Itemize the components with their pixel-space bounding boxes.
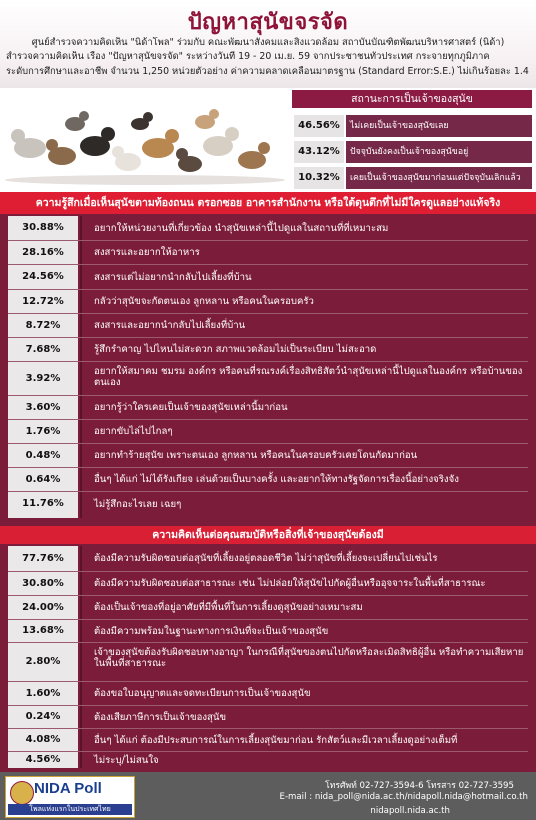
feeling-row — [0, 420, 536, 443]
qualification-label: ต้องมีความรับผิดชอบต่อสาธารณะ เช่น ไม่ปล่อยให้สุนัขไปกัดผู้อื่นหรืออุจจาระในพื้นที่สาธารณะ — [94, 578, 486, 589]
qualification-label: ต้องขอใบอนุญาตและจดทะเบียนการเป็นเจ้าของสุนัข — [94, 688, 311, 699]
qualification-label: อื่นๆ ได้แก่ ต้องมีประสบการณ์ในการเลี้ยงสุนัขมาก่อน รักสัตว์และมีเวลาเลี้ยงดูอย่างเต็มที่ — [94, 734, 458, 746]
qualification-pct: 13.68% — [22, 625, 64, 636]
feeling-label: รู้สึกรำคาญ ไปไหนไม่สะดวก สภาพแวดล้อมไม่เป็นระเบียบ ไม่สะอาด — [94, 344, 377, 355]
feeling-row — [0, 468, 536, 491]
nida-poll-logo — [5, 776, 135, 818]
footer — [0, 772, 536, 820]
header — [0, 0, 536, 88]
qualification-row — [0, 752, 536, 768]
owner-status-label: เคยเป็นเจ้าของสุนัขมาก่อนแต่ปัจจุบันเลิกแล้ว — [346, 167, 532, 189]
qualifications-section — [0, 522, 536, 772]
qualification-pct: 4.08% — [25, 734, 61, 745]
owner-status-row — [294, 167, 532, 191]
feeling-row — [0, 241, 536, 264]
feeling-row — [0, 362, 536, 395]
qualification-pct: 30.80% — [22, 578, 64, 589]
owner-status-pct: 10.32% — [294, 167, 344, 189]
owner-status-pct: 46.56% — [294, 115, 344, 137]
qualification-row — [0, 643, 536, 681]
contact-email[interactable]: E-mail : nida_poll@nida.ac.th/nidapoll.nida@hotmail.co.th — [279, 792, 528, 802]
feelings-title: ความรู้สึกเมื่อเห็นสุนัขตามท้องถนน ตรอกซอย อาคารสำนักงาน หรือใต้ดุนตึกที่ไม่มีใครดูแลอย่างแท้จริง — [0, 192, 536, 214]
qualification-label: ต้องมีความรับผิดชอบต่อสุนัขที่เลี้ยงอยู่ตลอดชีวิต ไม่ว่าสุนัขที่เลี้ยงจะเปลี่ยนไปเช่นไร — [94, 553, 438, 564]
contact-phone: โทรศัพท์ 02-727-3594-6 โทรสาร 02-727-3595 — [325, 781, 514, 791]
feeling-label: อยากขับไล่ไปไกลๆ — [94, 426, 173, 437]
feeling-pct: 30.88% — [22, 222, 64, 233]
qualification-pct: 2.80% — [25, 656, 61, 667]
owner-status-row — [294, 141, 532, 165]
feeling-row — [0, 444, 536, 467]
owner-status-pct: 43.12% — [294, 141, 344, 163]
qualification-row — [0, 706, 536, 728]
feeling-label: สงสารแต่ไม่อยากนำกลับไปเลี้ยงที่บ้าน — [94, 271, 252, 283]
qualification-pct: 77.76% — [22, 553, 64, 564]
owner-status-panel — [290, 88, 536, 192]
qualification-row — [0, 572, 536, 595]
feeling-row — [0, 492, 536, 516]
feeling-label: อยากรู้ว่าใครเคยเป็นเจ้าของสุนัขเหล่านี้มาก่อน — [94, 402, 288, 413]
qualification-row — [0, 620, 536, 642]
feelings-section — [0, 192, 536, 522]
feeling-pct: 28.16% — [22, 247, 64, 258]
qualification-row — [0, 682, 536, 705]
feeling-pct: 1.76% — [25, 426, 61, 437]
qualification-row — [0, 546, 536, 571]
qualification-pct: 1.60% — [25, 688, 61, 699]
feeling-pct: 11.76% — [22, 498, 64, 509]
feeling-pct: 8.72% — [25, 320, 61, 331]
feeling-row — [0, 314, 536, 337]
feeling-pct: 12.72% — [22, 296, 64, 307]
feeling-pct: 7.68% — [25, 344, 61, 355]
owner-status-title: สถานะการเป็นเจ้าของสุนัข — [292, 90, 532, 108]
feeling-label: อยากให้หน่วยงานที่เกี่ยวข้อง นำสุนัขเหล่านี้ไปดูแลในสถานที่ที่เหมาะสม — [94, 222, 389, 234]
qualification-label: ต้องมีความพร้อมในฐานะทางการเงินที่จะเป็นเจ้าของสุนัข — [94, 625, 329, 637]
survey-info-line-3: ระดับการศึกษาและอาชีพ จำนวน 1,250 หน่วยตัวอย่าง ค่าความคลาดเคลื่อนมาตรฐาน (Standard Error:S.E.) ไม่เกินร้อยละ 1.4 — [6, 66, 529, 77]
feeling-label: ไม่รู้สึกอะไรเลย เฉยๆ — [94, 498, 182, 510]
logo-slogan: โพลแห่งแรกในประเทศไทย — [8, 804, 132, 815]
page-title: ปัญหาสุนัขจรจัด — [187, 10, 349, 35]
feeling-label: อยากทำร้ายสุนัข เพราะตนเอง ลูกหลาน หรือคนในครอบครัวเคยโดนกัดมาก่อน — [94, 450, 418, 461]
dogs-illustration — [0, 88, 290, 192]
survey-info-line-2: สำรวจความคิดเห็น เรื่อง "ปัญหาสุนัขจรจัด" ระหว่างวันที่ 19 - 20 เม.ย. 59 จากประชาชนทั่วประเทศ กระจายทุกภูมิภาค — [6, 51, 490, 62]
owner-status-row — [294, 115, 532, 139]
feeling-row — [0, 265, 536, 289]
feeling-row — [0, 396, 536, 419]
feeling-row — [0, 216, 536, 240]
logo-text: NIDA Poll — [34, 780, 102, 797]
feeling-row — [0, 290, 536, 313]
feeling-row — [0, 338, 536, 361]
qualification-pct: 0.24% — [25, 711, 61, 722]
feeling-pct: 0.64% — [25, 474, 61, 485]
qualification-label: ไม่ระบุ/ไม่สนใจ — [94, 754, 159, 766]
qualification-row — [0, 729, 536, 751]
feeling-pct: 3.92% — [25, 373, 61, 384]
feeling-label: อื่นๆ ได้แก่ ไม่ได้รังเกียจ เล่นด้วยเป็นบางครั้ง และอยากให้ทางรัฐจัดการเรื่องนี้อย่างจริงจัง — [94, 474, 459, 485]
qualification-pct: 24.00% — [22, 602, 64, 613]
nida-emblem-icon — [10, 781, 34, 805]
feeling-label: สงสารและอยากให้อาหาร — [94, 247, 200, 258]
qualification-label: ต้องเสียภาษีการเป็นเจ้าของสุนัข — [94, 711, 227, 723]
feeling-pct: 24.56% — [22, 271, 64, 282]
qualifications-title: ความคิดเห็นต่อคุณสมบัติหรือสิ่งที่เจ้าของสุนัขต้องมี — [0, 526, 536, 544]
survey-info-line-1: ศูนย์สำรวจความคิดเห็น "นิด้าโพล" ร่วมกับ คณะพัฒนาสังคมและสิ่งแวดล้อม สถาบันบัณฑิตพัฒนบริหารศาสตร์ (นิด้า) — [31, 37, 505, 48]
qualification-pct: 4.56% — [25, 754, 61, 765]
owner-status-label: ไม่เคยเป็นเจ้าของสุนัขเลย — [346, 115, 532, 137]
feeling-pct: 3.60% — [25, 402, 61, 413]
feeling-label: กลัวว่าสุนัขจะกัดตนเอง ลูกหลาน หรือคนในครอบครัว — [94, 296, 314, 307]
feeling-label: สงสารและอยากนำกลับไปเลี้ยงที่บ้าน — [94, 320, 246, 331]
qualification-row — [0, 596, 536, 619]
contact-website[interactable]: nidapoll.nida.ac.th — [370, 806, 450, 816]
qualification-label: ต้องเป็นเจ้าของที่อยู่อาศัยที่มีพื้นที่ในการเลี้ยงดูสุนัขอย่างเหมาะสม — [94, 602, 363, 613]
feeling-pct: 0.48% — [25, 450, 61, 461]
qualification-label: เจ้าของสุนัขต้องรับผิดชอบทางอาญา ในกรณีที่สุนัขของตนไปกัดหรือละเมิดสิทธิผู้อื่น หรือทำความเสียหายในพื้นที่สาธารณะ — [94, 647, 524, 669]
owner-status-label: ปัจจุบันยังคงเป็นเจ้าของสุนัขอยู่ — [346, 141, 532, 163]
feeling-label: อยากให้สมาคม ชมรม องค์กร หรือคนที่รณรงค์เรื่องสิทธิสัตว์นำสุนัขเหล่านี้ไปดูแลในองค์กร หรือบ้านของตนเอง — [94, 366, 523, 388]
